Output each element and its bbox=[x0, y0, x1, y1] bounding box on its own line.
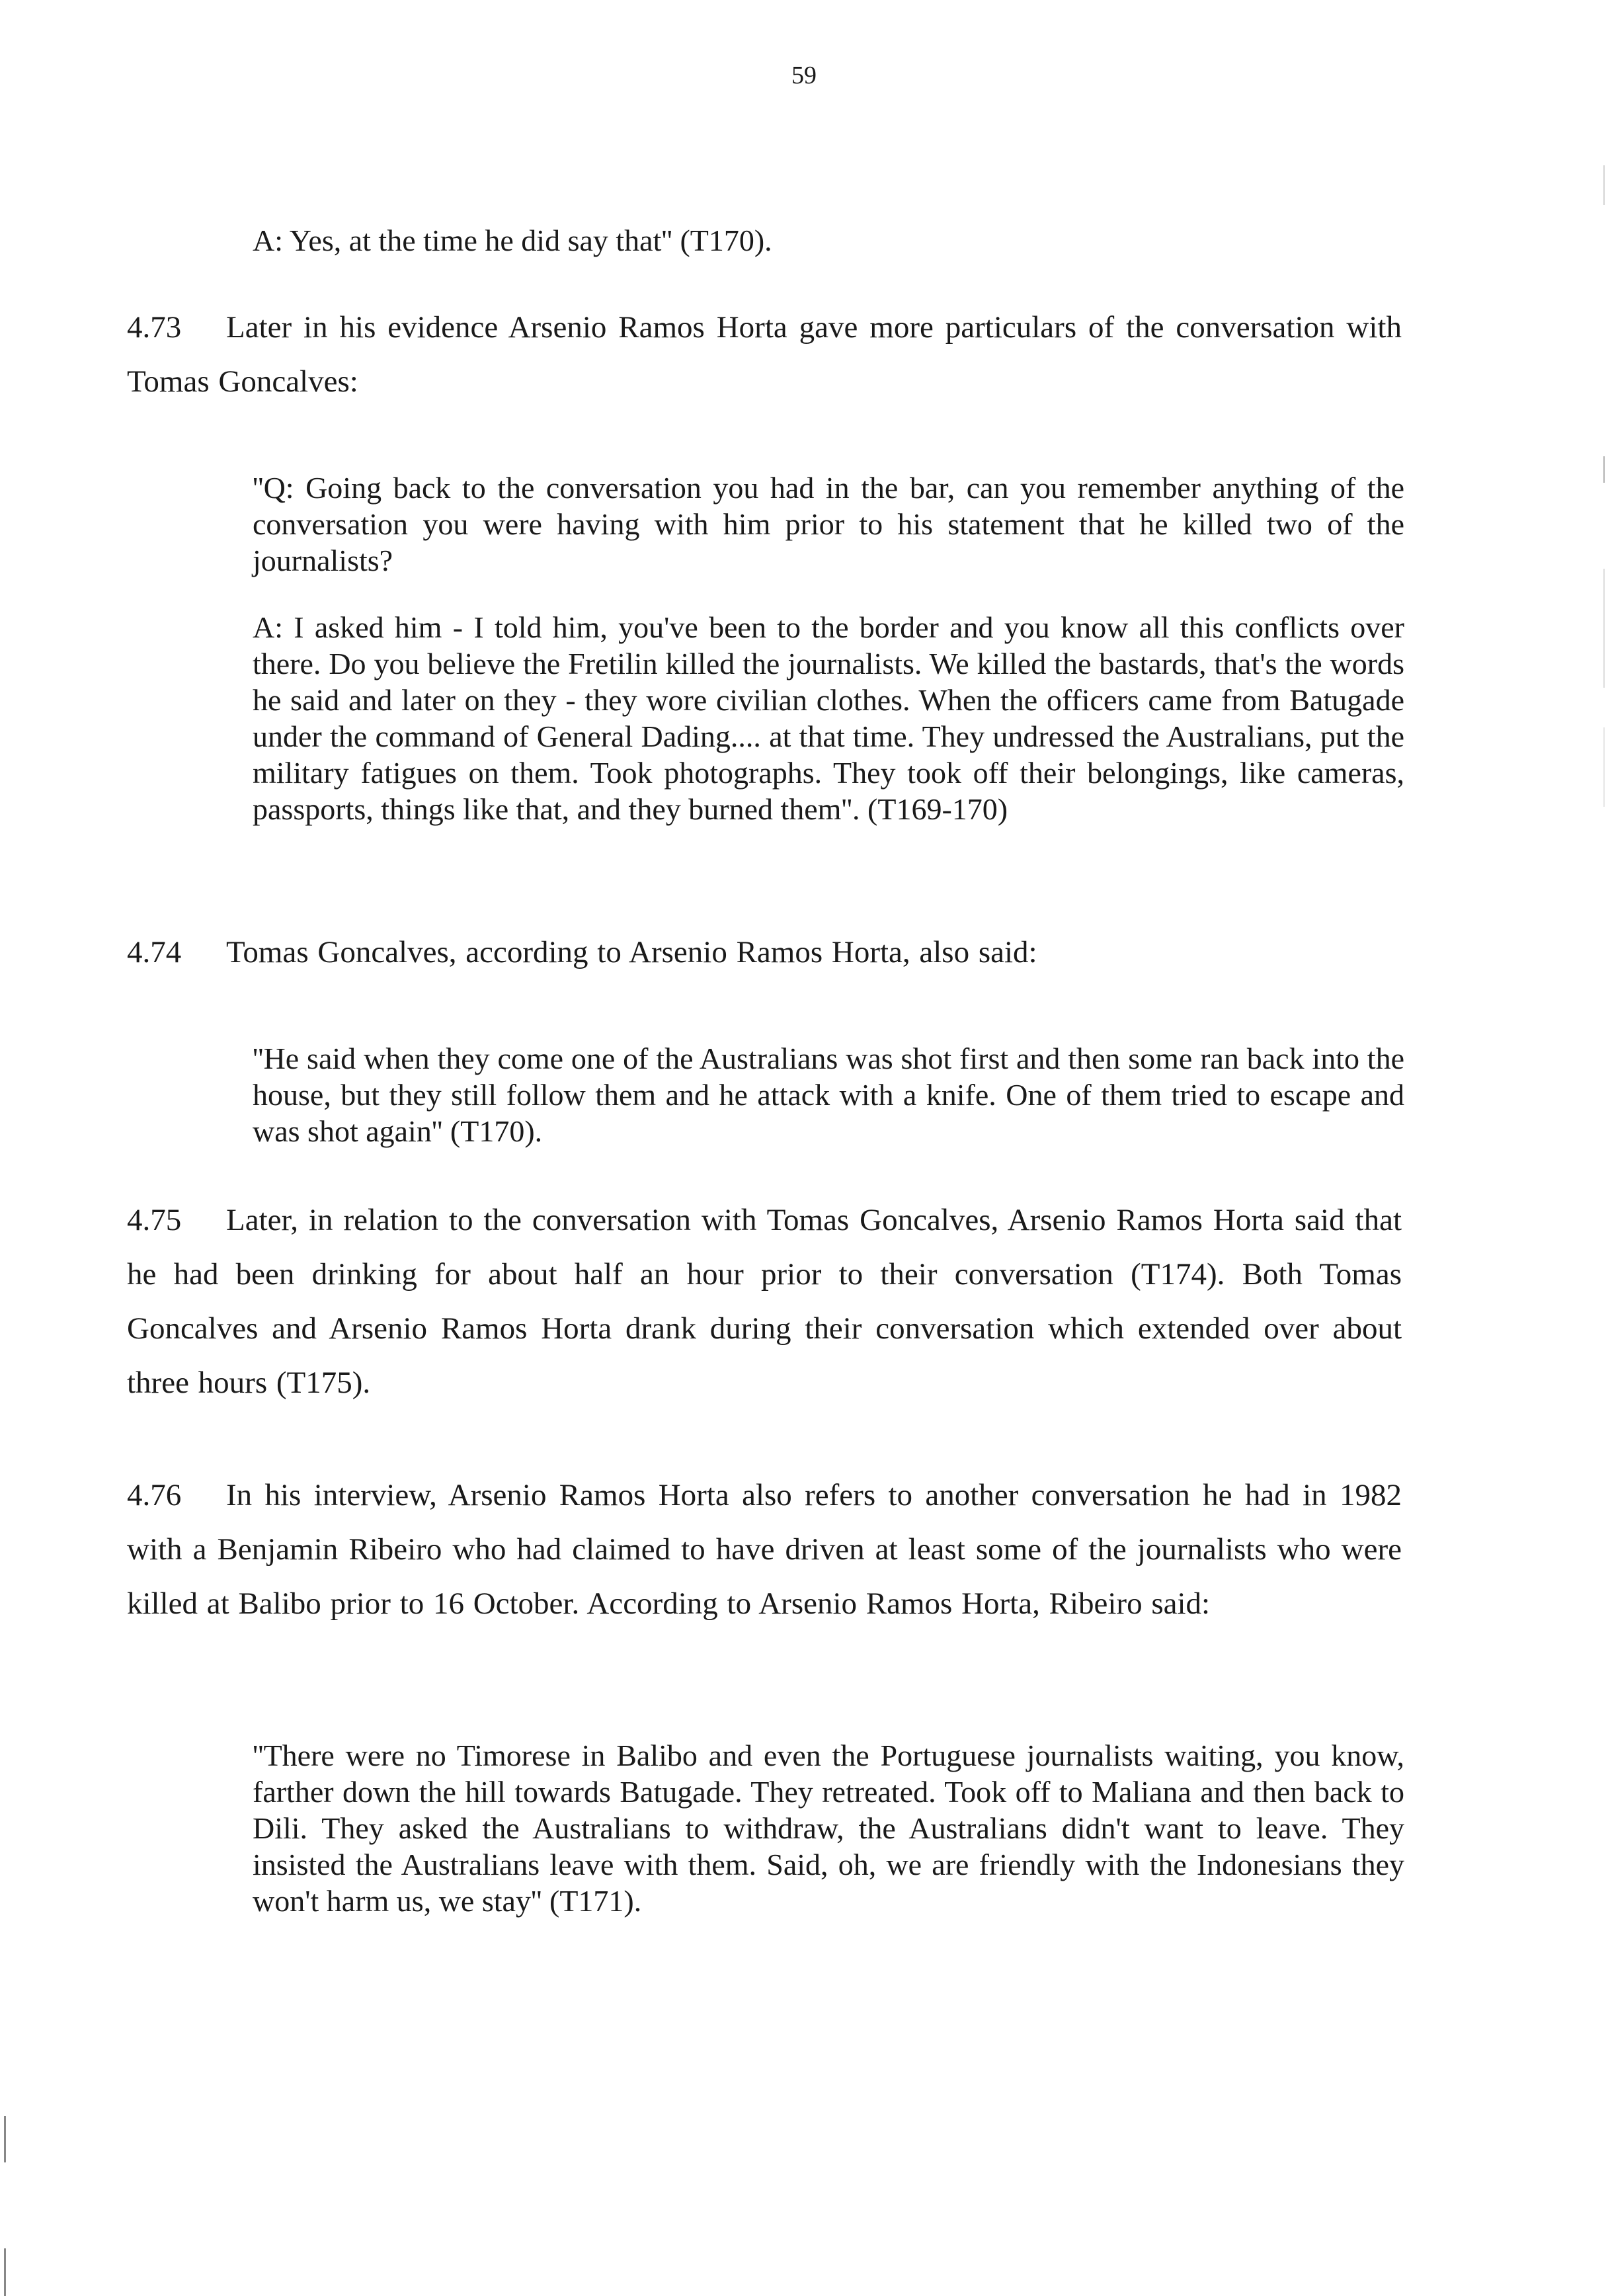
quote-answer: A: I asked him - I told him, you've been to the border and you know all this conflicts over there. Do you believe the Fretilin killed the journalists. We killed the bastards, that's the words he said and later on they - they wore civilian clothes. When the officers came from Batugade under the command of General Dading.... at that time. They undressed the Australians, put the military fatigues on them. Took photographs. They took off their belongings, like cameras, passports, things like that, and they burned them''. (T169-170) bbox=[253, 610, 1404, 826]
quote-4-73 bbox=[253, 470, 1404, 827]
paragraph-number: 4.74 bbox=[127, 935, 182, 969]
paragraph-number: 4.73 bbox=[127, 310, 182, 345]
paragraph-4-75 bbox=[127, 1193, 1402, 1410]
scan-artifact bbox=[1603, 569, 1605, 688]
paragraph-text: In his interview, Arsenio Ramos Horta also refers to another conversation he had in 1982 with a Benjamin Ribeiro who had claimed to have driven at least some of the journalists who were killed at Balibo prior to 16 October. According to Arsenio Ramos Horta, Ribeiro said: bbox=[127, 1478, 1402, 1621]
scan-artifact bbox=[1603, 456, 1605, 483]
paragraph-4-76 bbox=[127, 1468, 1402, 1631]
quote-answer-text: A: Yes, at the time he did say that'' (T170). bbox=[253, 224, 772, 257]
scan-artifact bbox=[4, 2248, 6, 2296]
scan-artifact bbox=[1603, 727, 1605, 807]
paragraph-text: Later, in relation to the conversation with Tomas Goncalves, Arsenio Ramos Horta said that he had been drinking for about half an hour prior to their conversation (T174). Both Tomas Goncalves and Arsenio Ramos Horta drank during their conversation which extended over about three hours (T175). bbox=[127, 1203, 1402, 1400]
page-number: 59 bbox=[791, 62, 817, 89]
quote-text: ''There were no Timorese in Balibo and even the Portuguese journalists waiting, you know, farther down the hill towards Batugade. They retreated. Took off to Maliana and then back to Dili. They asked the Australians to withdraw, the Australians didn't want to leave. They insisted the Australians leave with them. Said, oh, we are friendly with the Indonesians they won't harm us, we stay'' (T171). bbox=[253, 1739, 1404, 1918]
paragraph-number: 4.75 bbox=[127, 1203, 182, 1237]
paragraph-4-73 bbox=[127, 300, 1402, 409]
quote-question: ''Q: Going back to the conversation you had in the bar, can you remember anything of the conversation you were having with him prior to his statement that he killed two of the journalists? bbox=[253, 471, 1404, 577]
paragraph-4-74 bbox=[127, 925, 1402, 979]
scan-artifact bbox=[1603, 165, 1605, 205]
paragraph-number: 4.76 bbox=[127, 1478, 182, 1512]
scan-artifact bbox=[4, 2116, 6, 2162]
quote-answer-t170 bbox=[253, 222, 1404, 259]
quote-4-74 bbox=[253, 1040, 1404, 1149]
paragraph-text: Tomas Goncalves, according to Arsenio Ramos Horta, also said: bbox=[226, 935, 1037, 969]
quote-4-76 bbox=[253, 1737, 1404, 1919]
quote-text: ''He said when they come one of the Australians was shot first and then some ran back into the house, but they still follow them and he attack with a knife. One of them tried to escape and was shot again'' (T170). bbox=[253, 1042, 1404, 1148]
paragraph-text: Later in his evidence Arsenio Ramos Horta gave more particulars of the conversation with Tomas Goncalves: bbox=[127, 310, 1402, 399]
